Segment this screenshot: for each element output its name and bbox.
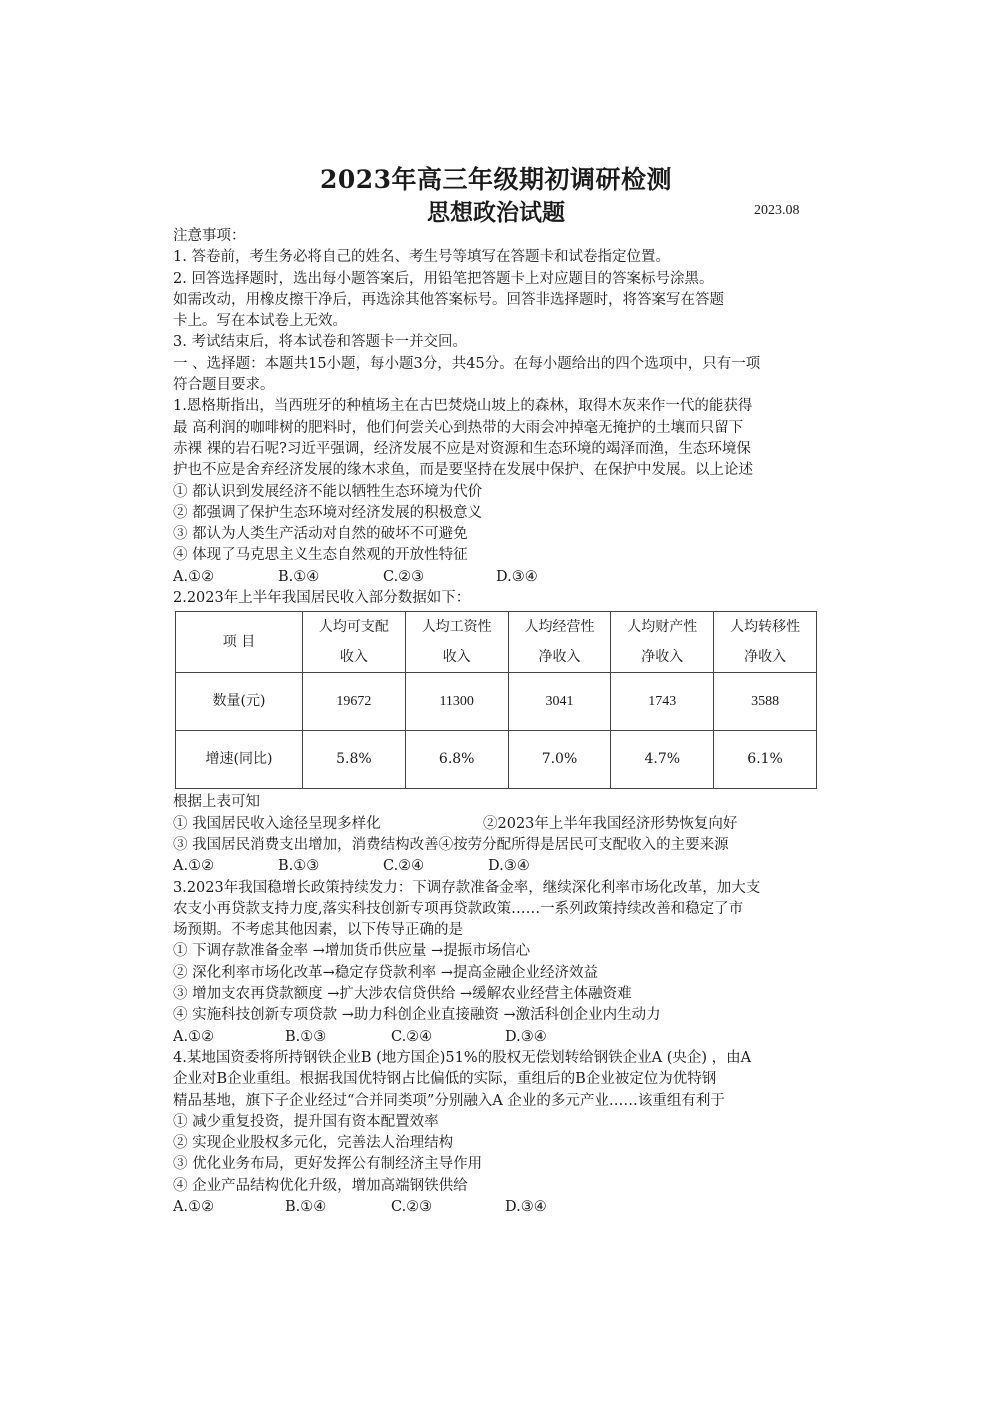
table-cell: 3041 bbox=[508, 673, 611, 731]
q1-stem: 赤裸 裸的岩石呢?习近平强调，经济发展不应是对资源和生态环境的竭泽而渔，生态环境保 bbox=[173, 440, 751, 457]
q3-option-d: D.③④ bbox=[505, 1028, 547, 1045]
q4-option-b: B.①④ bbox=[285, 1198, 327, 1215]
table-header-label: 项 目 bbox=[176, 612, 303, 673]
notice-item: 1. 答卷前，考生务必将自己的姓名、考生号等填写在答题卡和试卷指定位置。 bbox=[173, 249, 670, 266]
q4-item: ① 减少重复投资，提升国有资本配置效率 bbox=[173, 1113, 439, 1130]
q4-stem: 4.某地国资委将所持钢铁企业B (地方国企)51%的股权无偿划转给钢铁企业A (央企) ，由A bbox=[173, 1049, 752, 1066]
q3-item: ① 下调存款准备金率 →增加货币供应量 →提振市场信心 bbox=[173, 943, 531, 960]
q1-stem: 1.恩格斯指出，当西班牙的种植场主在古巴焚烧山坡上的森林，取得木灰来作一代的能获得 bbox=[173, 398, 753, 415]
q2-item: ① 我国居民收入途径呈现多样化 bbox=[173, 815, 381, 832]
exam-date: 2023.08 bbox=[754, 203, 800, 218]
q2-items-row bbox=[173, 814, 823, 835]
exam-subject: 思想政治试题 bbox=[427, 199, 565, 226]
q2-after-table: 根据上表可知 bbox=[173, 794, 260, 811]
q2-options bbox=[173, 856, 823, 877]
table-cell: 11300 bbox=[405, 673, 508, 731]
q2-stem: 2.2023年上半年我国居民收入部分数据如下： bbox=[173, 590, 471, 607]
q1-item: ② 都强调了保护生态环境对经济发展的积极意义 bbox=[173, 504, 483, 521]
table-header-cell bbox=[508, 612, 611, 673]
section-heading-cont: 符合题目要求。 bbox=[173, 377, 275, 394]
header-line2: 净收入 bbox=[538, 649, 581, 666]
notice-heading: 注意事项： bbox=[173, 228, 246, 244]
q3-item: ③ 增加支农再贷款额度 →扩大涉农信贷供给 →缓解农业经营主体融资难 bbox=[173, 986, 632, 1003]
table-row bbox=[176, 731, 817, 789]
table-header-cell bbox=[714, 612, 817, 673]
header-line1: 人均财产性 bbox=[627, 619, 698, 636]
q1-item: ④ 体现了马克思主义生态自然观的开放性特征 bbox=[173, 547, 468, 564]
table-header-row bbox=[176, 612, 817, 673]
q3-stem: 农支小再贷款支持力度,落实科技创新专项再贷款政策……一系列政策持续改善和稳定了市 bbox=[173, 900, 744, 917]
section-heading: 一 、选择题：本题共15小题，每小题3分，共45分。在每小题给出的四个选项中，只有一项 bbox=[173, 355, 761, 372]
income-table bbox=[175, 611, 817, 789]
q1-option-a: A.①② bbox=[173, 568, 215, 585]
q2-option-b: B.①③ bbox=[278, 858, 320, 875]
table-header-cell bbox=[405, 612, 508, 673]
q3-option-b: B.①③ bbox=[285, 1028, 327, 1045]
q3-item: ④ 实施科技创新专项贷款 →助力科创企业直接融资 →激活科创企业内生动力 bbox=[173, 1007, 661, 1024]
q4-item: ③ 优化业务布局，更好发挥公有制经济主导作用 bbox=[173, 1156, 483, 1173]
notice-item: 卡上。写在本试卷上无效。 bbox=[173, 313, 347, 330]
table-cell: 4.7% bbox=[611, 731, 714, 789]
table-cell: 1743 bbox=[611, 673, 714, 731]
table-row bbox=[176, 673, 817, 731]
exam-title: 2023年高三年级期初调研检测 bbox=[319, 165, 673, 194]
table-cell: 5.8% bbox=[303, 731, 406, 789]
table-header-cell bbox=[611, 612, 714, 673]
header-line1: 人均工资性 bbox=[421, 619, 492, 636]
q2-option-d: D.③④ bbox=[488, 858, 530, 875]
q2-item: ③ 我国居民消费支出增加，消费结构改善④按劳分配所得是居民可支配收入的主要来源 bbox=[173, 836, 729, 853]
notice-item: 如需改动，用橡皮擦干净后，再选涂其他答案标号。回答非选择题时，将答案写在答题 bbox=[173, 291, 724, 308]
q3-option-a: A.①② bbox=[173, 1028, 215, 1045]
notice-item: 2. 回答选择题时，选出每小题答案后，用铅笔把答题卡上对应题目的答案标号涂黑。 bbox=[173, 270, 714, 287]
table-cell: 3588 bbox=[714, 673, 817, 731]
q3-option-c: C.②④ bbox=[391, 1028, 433, 1045]
header-line2: 收入 bbox=[339, 649, 368, 666]
q3-item: ② 深化利率市场化改革→稳定存贷款利率 →提高金融企业经济效益 bbox=[173, 964, 599, 981]
q1-option-c: C.②③ bbox=[383, 568, 425, 585]
q2-option-a: A.①② bbox=[173, 858, 215, 875]
q1-stem: 护也不应是舍弃经济发展的缘木求鱼，而是要坚持在发展中保护、在保护中发展。以上论述 bbox=[173, 462, 753, 479]
q1-option-b: B.①④ bbox=[278, 568, 320, 585]
q1-stem: 最 高利润的咖啡树的肥料时，他们何尝关心到热带的大雨会冲掉毫无掩护的土壤而只留下 bbox=[173, 419, 744, 436]
q4-option-a: A.①② bbox=[173, 1198, 215, 1215]
q1-options bbox=[173, 567, 823, 588]
q4-stem: 精品基地，旗下子企业经过“合并同类项”分别融入A 企业的多元产业……该重组有利于 bbox=[173, 1092, 725, 1109]
q3-stem: 场预期。不考虑其他因素，以下传导正确的是 bbox=[173, 922, 463, 939]
exam-body bbox=[173, 226, 823, 1218]
table-cell: 6.8% bbox=[405, 731, 508, 789]
q2-option-c: C.②④ bbox=[383, 858, 425, 875]
q4-options bbox=[173, 1197, 823, 1218]
header-line1: 人均可支配 bbox=[318, 619, 389, 636]
table-cell: 6.1% bbox=[714, 731, 817, 789]
header-line1: 人均经营性 bbox=[524, 619, 595, 636]
notice-item: 3. 考试结束后，将本试卷和答题卡一并交回。 bbox=[173, 334, 467, 351]
header-line2: 净收入 bbox=[744, 649, 787, 666]
q2-item: ②2023年上半年我国经济形势恢复向好 bbox=[483, 815, 738, 832]
q4-item: ④ 企业产品结构优化升级，增加高端钢铁供给 bbox=[173, 1177, 468, 1194]
table-cell: 7.0% bbox=[508, 731, 611, 789]
table-cell: 19672 bbox=[303, 673, 406, 731]
q4-stem: 企业对B企业重组。根据我国优特钢占比偏低的实际，重组后的B企业被定位为优特钢 bbox=[173, 1071, 717, 1088]
row-label: 增速(同比) bbox=[176, 731, 303, 789]
q4-option-d: D.③④ bbox=[505, 1198, 547, 1215]
q1-item: ③ 都认为人类生产活动对自然的破坏不可避免 bbox=[173, 526, 468, 543]
header-line2: 净收入 bbox=[641, 649, 684, 666]
q4-item: ② 实现企业股权多元化，完善法人治理结构 bbox=[173, 1135, 454, 1152]
q3-stem: 3.2023年我国稳增长政策持续发力：下调存款准备金率，继续深化利率市场化改革，加大支 bbox=[173, 879, 761, 896]
q4-option-c: C.②③ bbox=[391, 1198, 433, 1215]
row-label: 数量(元) bbox=[176, 673, 303, 731]
q1-option-d: D.③④ bbox=[496, 568, 538, 585]
q1-item: ① 都认识到发展经济不能以牺牲生态环境为代价 bbox=[173, 483, 483, 500]
q3-options bbox=[173, 1027, 823, 1048]
header-line2: 收入 bbox=[442, 649, 471, 666]
table-header-cell bbox=[303, 612, 406, 673]
header-line1: 人均转移性 bbox=[730, 619, 801, 636]
